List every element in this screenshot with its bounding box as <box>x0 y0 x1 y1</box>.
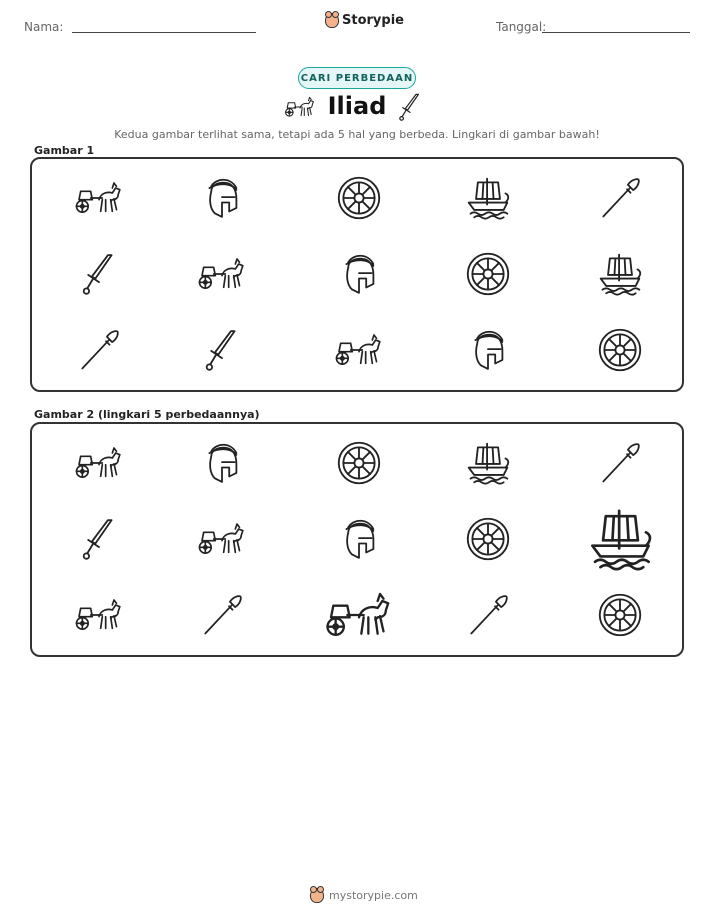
spear-icon <box>200 591 244 639</box>
helmet-icon <box>204 440 240 486</box>
helmet-icon <box>204 175 240 221</box>
bear-icon <box>325 13 339 28</box>
spear-icon <box>77 326 121 374</box>
shield-icon <box>597 327 643 373</box>
chariot-icon <box>74 598 124 632</box>
ship-icon <box>465 174 511 222</box>
sword-icon <box>398 92 422 126</box>
helmet-icon <box>341 516 377 562</box>
ship-icon <box>587 504 654 574</box>
sword-icon <box>204 326 240 374</box>
shield-icon <box>336 175 382 221</box>
page-title: Iliad <box>327 92 387 120</box>
ship-icon <box>465 439 511 487</box>
helmet-icon <box>341 251 377 297</box>
name-label: Nama: <box>24 20 64 34</box>
chariot-icon <box>324 591 394 639</box>
spear-icon <box>466 591 510 639</box>
date-line[interactable] <box>542 32 690 33</box>
activity-badge: CARI PERBEDAAN <box>298 67 416 89</box>
footer <box>310 888 418 903</box>
spear-icon <box>598 174 642 222</box>
shield-icon <box>465 251 511 297</box>
shield-icon <box>465 516 511 562</box>
picture-1-label: Gambar 1 <box>34 144 95 157</box>
helmet-icon <box>470 327 506 373</box>
date-label: Tanggal: <box>496 20 547 34</box>
chariot-icon <box>197 257 247 291</box>
brand-name: Storypie <box>342 13 404 28</box>
name-line[interactable] <box>72 32 256 33</box>
shield-icon <box>336 440 382 486</box>
chariot-icon <box>197 522 247 556</box>
sword-icon <box>81 250 117 298</box>
chariot-icon <box>74 181 124 215</box>
bear-icon <box>310 888 324 903</box>
spear-icon <box>598 439 642 487</box>
instructions: Kedua gambar terlihat sama, tetapi ada 5 hal yang berbeda. Lingkari di gambar bawah! <box>114 128 600 141</box>
picture-2-label: Gambar 2 (lingkari 5 perbedaannya) <box>34 408 260 421</box>
sword-icon <box>81 515 117 563</box>
chariot-icon <box>334 333 384 367</box>
brand-logo <box>325 13 404 28</box>
chariot-icon <box>74 446 124 480</box>
shield-icon <box>597 592 643 638</box>
ship-icon <box>597 250 643 298</box>
footer-url: mystorypie.com <box>329 889 418 902</box>
chariot-icon <box>284 96 316 122</box>
